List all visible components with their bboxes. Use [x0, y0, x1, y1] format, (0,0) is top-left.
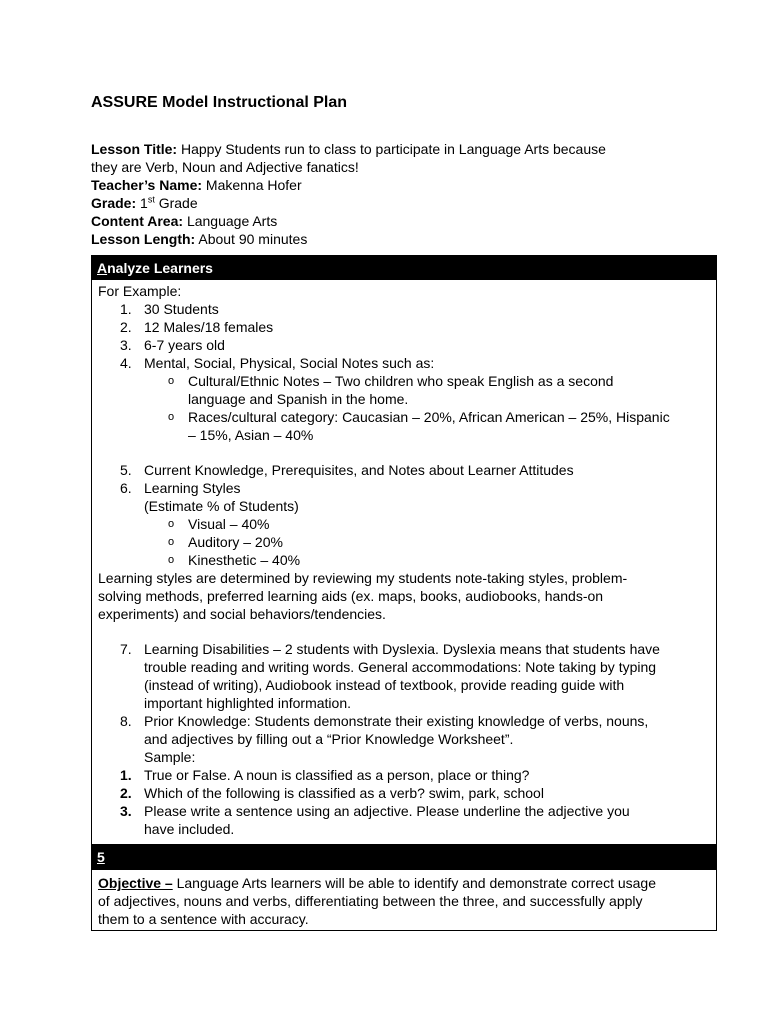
- sub-list-line: language and Spanish in the home.: [188, 391, 409, 407]
- page-title: ASSURE Model Instructional Plan: [91, 94, 348, 111]
- lesson-length-label: Lesson Length:: [91, 231, 196, 247]
- sample-question: [98, 766, 710, 784]
- list-item: [98, 300, 710, 318]
- list-number: 2.: [120, 319, 132, 335]
- sub-list-item: [98, 515, 710, 533]
- list-number: 1.: [120, 301, 132, 317]
- objective-line: [98, 874, 710, 892]
- list-line: Prior Knowledge: Students demonstrate their existing knowledge of verbs, nouns,: [144, 713, 649, 729]
- list-number: 4.: [120, 355, 132, 371]
- teacher-name: Makenna Hofer: [205, 177, 302, 193]
- grade-word: Grade: [158, 195, 198, 211]
- grade-label: Grade:: [91, 195, 137, 211]
- teacher-row: [91, 176, 666, 194]
- list-text: Mental, Social, Physical, Social Notes such as:: [144, 355, 435, 371]
- lesson-length-row: [91, 230, 666, 248]
- lesson-title-line1: Happy Students run to class to participate in Language Arts because: [180, 141, 606, 157]
- list-number: 3.: [120, 337, 132, 353]
- grade-number: 1: [140, 195, 148, 211]
- analyze-learners-content: [92, 280, 716, 845]
- list-item: [98, 354, 710, 372]
- list-number: 5.: [120, 462, 132, 478]
- section-5-header: 5: [92, 845, 716, 869]
- analyze-header-initial: A: [97, 260, 108, 276]
- list-line: (instead of writing), Audiobook instead of textbook, provide reading guide with: [144, 677, 625, 693]
- list-text: 30 Students: [144, 301, 219, 317]
- list-number: 7.: [120, 641, 132, 657]
- learning-style: Visual – 40%: [188, 516, 270, 532]
- list-text: Current Knowledge, Prerequisites, and Notes about Learner Attitudes: [144, 462, 574, 478]
- content-area-row: [91, 212, 666, 230]
- question-number: 1.: [120, 767, 132, 783]
- spacer: [98, 444, 710, 461]
- circle-bullet-icon: o: [168, 518, 175, 530]
- circle-bullet-icon: o: [168, 536, 175, 548]
- intro-text: For Example:: [98, 283, 182, 299]
- list-text: 12 Males/18 females: [144, 319, 274, 335]
- circle-bullet-icon: o: [168, 554, 175, 566]
- circle-bullet-icon: o: [168, 411, 175, 423]
- list-text: Learning Styles: [144, 480, 241, 496]
- sub-list-line: – 15%, Asian – 40%: [188, 427, 314, 443]
- list-line: Learning Disabilities – 2 students with Dyslexia. Dyslexia means that students have: [144, 641, 660, 657]
- lesson-title-line2: they are Verb, Noun and Adjective fanatics!: [91, 159, 359, 175]
- lesson-length-value: About 90 minutes: [198, 231, 308, 247]
- sample-label: Sample:: [144, 749, 196, 765]
- estimate-note: (Estimate % of Students): [144, 498, 299, 514]
- grade-suffix: st: [147, 194, 155, 205]
- learning-style: Auditory – 20%: [188, 534, 283, 550]
- sub-list-item: [98, 533, 710, 551]
- list-item: [98, 640, 710, 712]
- objective-line: them to a sentence with accuracy.: [98, 911, 309, 927]
- paragraph-line: solving methods, preferred learning aids (ex. maps, books, audiobooks, hands-on: [98, 588, 604, 604]
- sub-list-line: Races/cultural category: Caucasian – 20%, African American – 25%, Hispanic: [188, 409, 670, 425]
- lesson-title-label: Lesson Title:: [91, 141, 178, 157]
- list-item: [98, 479, 710, 497]
- content-area-value: Language Arts: [186, 213, 278, 229]
- lesson-title-row: [91, 140, 666, 158]
- content-area-label: Content Area:: [91, 213, 184, 229]
- paragraph-line: experiments) and social behaviors/tendencies.: [98, 606, 386, 622]
- list-line: important highlighted information.: [144, 695, 352, 711]
- sub-list-line: Cultural/Ethnic Notes – Two children who speak English as a second: [188, 373, 614, 389]
- list-item: [98, 461, 710, 479]
- grade-row: [91, 194, 666, 212]
- objective-label: Objective –: [98, 875, 173, 891]
- question-text: True or False. A noun is classified as a person, place or thing?: [144, 767, 530, 783]
- list-number: 6.: [120, 480, 132, 496]
- list-item: [98, 336, 710, 354]
- teacher-label: Teacher’s Name:: [91, 177, 203, 193]
- lesson-meta: [91, 140, 666, 248]
- paragraph-line: Learning styles are determined by reviewing my students note-taking styles, problem-: [98, 570, 628, 586]
- list-line: and adjectives by filling out a “Prior Knowledge Worksheet”.: [144, 731, 514, 747]
- analyze-learners-header: [92, 256, 716, 280]
- question-text: Please write a sentence using an adjective. Please underline the adjective you: [144, 803, 630, 819]
- list-number: 8.: [120, 713, 132, 729]
- plan-table: [91, 255, 717, 931]
- question-number: 3.: [120, 803, 132, 819]
- spacer: [98, 623, 710, 640]
- objective-text: Language Arts learners will be able to identify and demonstrate correct usage: [172, 875, 656, 891]
- list-item: [98, 712, 710, 766]
- question-number: 2.: [120, 785, 132, 801]
- sub-list-item: [98, 372, 710, 408]
- sub-list-item: [98, 408, 710, 444]
- question-text: Which of the following is classified as a verb? swim, park, school: [144, 785, 544, 801]
- learning-style: Kinesthetic – 40%: [188, 552, 301, 568]
- circle-bullet-icon: o: [168, 375, 175, 387]
- analyze-header-rest: nalyze Learners: [107, 260, 213, 276]
- question-text: have included.: [144, 821, 235, 837]
- list-item: [98, 318, 710, 336]
- list-line: trouble reading and writing words. General accommodations: Note taking by typing: [144, 659, 657, 675]
- sample-question: [98, 784, 710, 802]
- list-text: 6-7 years old: [144, 337, 225, 353]
- sub-list-item: [98, 551, 710, 569]
- sample-question: [98, 802, 710, 838]
- objective-line: of adjectives, nouns and verbs, differentiating between the three, and successfully apply: [98, 893, 643, 909]
- learning-styles-paragraph: [98, 569, 710, 623]
- objective-block: [92, 869, 716, 928]
